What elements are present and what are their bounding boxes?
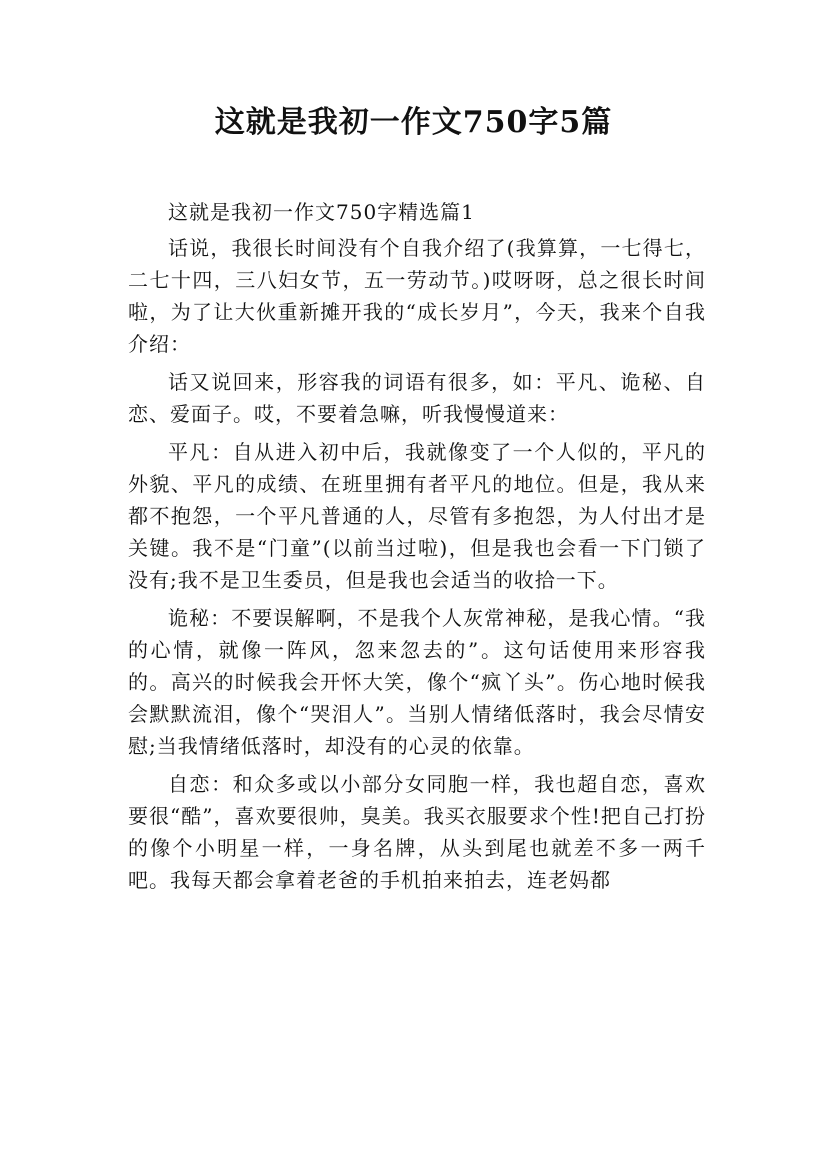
paragraph: 诡秘：不要误解啊，不是我个人灰常神秘，是我心情。“我的心情，就像一阵风，忽来忽去的”。这句话使用来形容我的。高兴的时候我会开怀大笑，像个“疯丫头”。伤心地时候我会默默流泪，像个“哭泪人”。当别人情绪低落时，我会尽情安慰;当我情绪低落时，却没有的心灵的依靠。 — [128, 606, 706, 758]
paragraph: 平凡：自从进入初中后，我就像变了一个人似的，平凡的外貌、平凡的成绩、在班里拥有者平凡的地位。但是，我从来都不抱怨，一个平凡普通的人，尽管有多抱怨，为人付出才是关键。我不是“门童”(以前当过啦)，但是我也会看一下门锁了没有;我不是卫生委员，但是我也会适当的收拾一下。 — [128, 440, 706, 592]
paragraph: 话说，我很长时间没有个自我介绍了(我算算，一七得七，二七十四，三八妇女节，五一劳动节。)哎呀呀，总之很长时间啦，为了让大伙重新摊开我的“成长岁月”，今天，我来个自我介绍： — [128, 236, 706, 356]
document-body — [128, 196, 706, 902]
document-title: 这就是我初一作文750字5篇 — [214, 105, 613, 140]
section-heading: 这就是我初一作文750字精选篇1 — [168, 200, 475, 224]
paragraph: 话又说回来，形容我的词语有很多，如：平凡、诡秘、自恋、爱面子。哎，不要着急嘛，听我慢慢道来： — [128, 370, 706, 426]
paragraph: 自恋：和众多或以小部分女同胞一样，我也超自恋，喜欢要很“酷”，喜欢要很帅，臭美。我买衣服要求个性!把自己打扮的像个小明星一样，一身名牌，从头到尾也就差不多一两千吧。我每天都会拿着老爸的手机拍来拍去，连老妈都 — [128, 772, 706, 892]
